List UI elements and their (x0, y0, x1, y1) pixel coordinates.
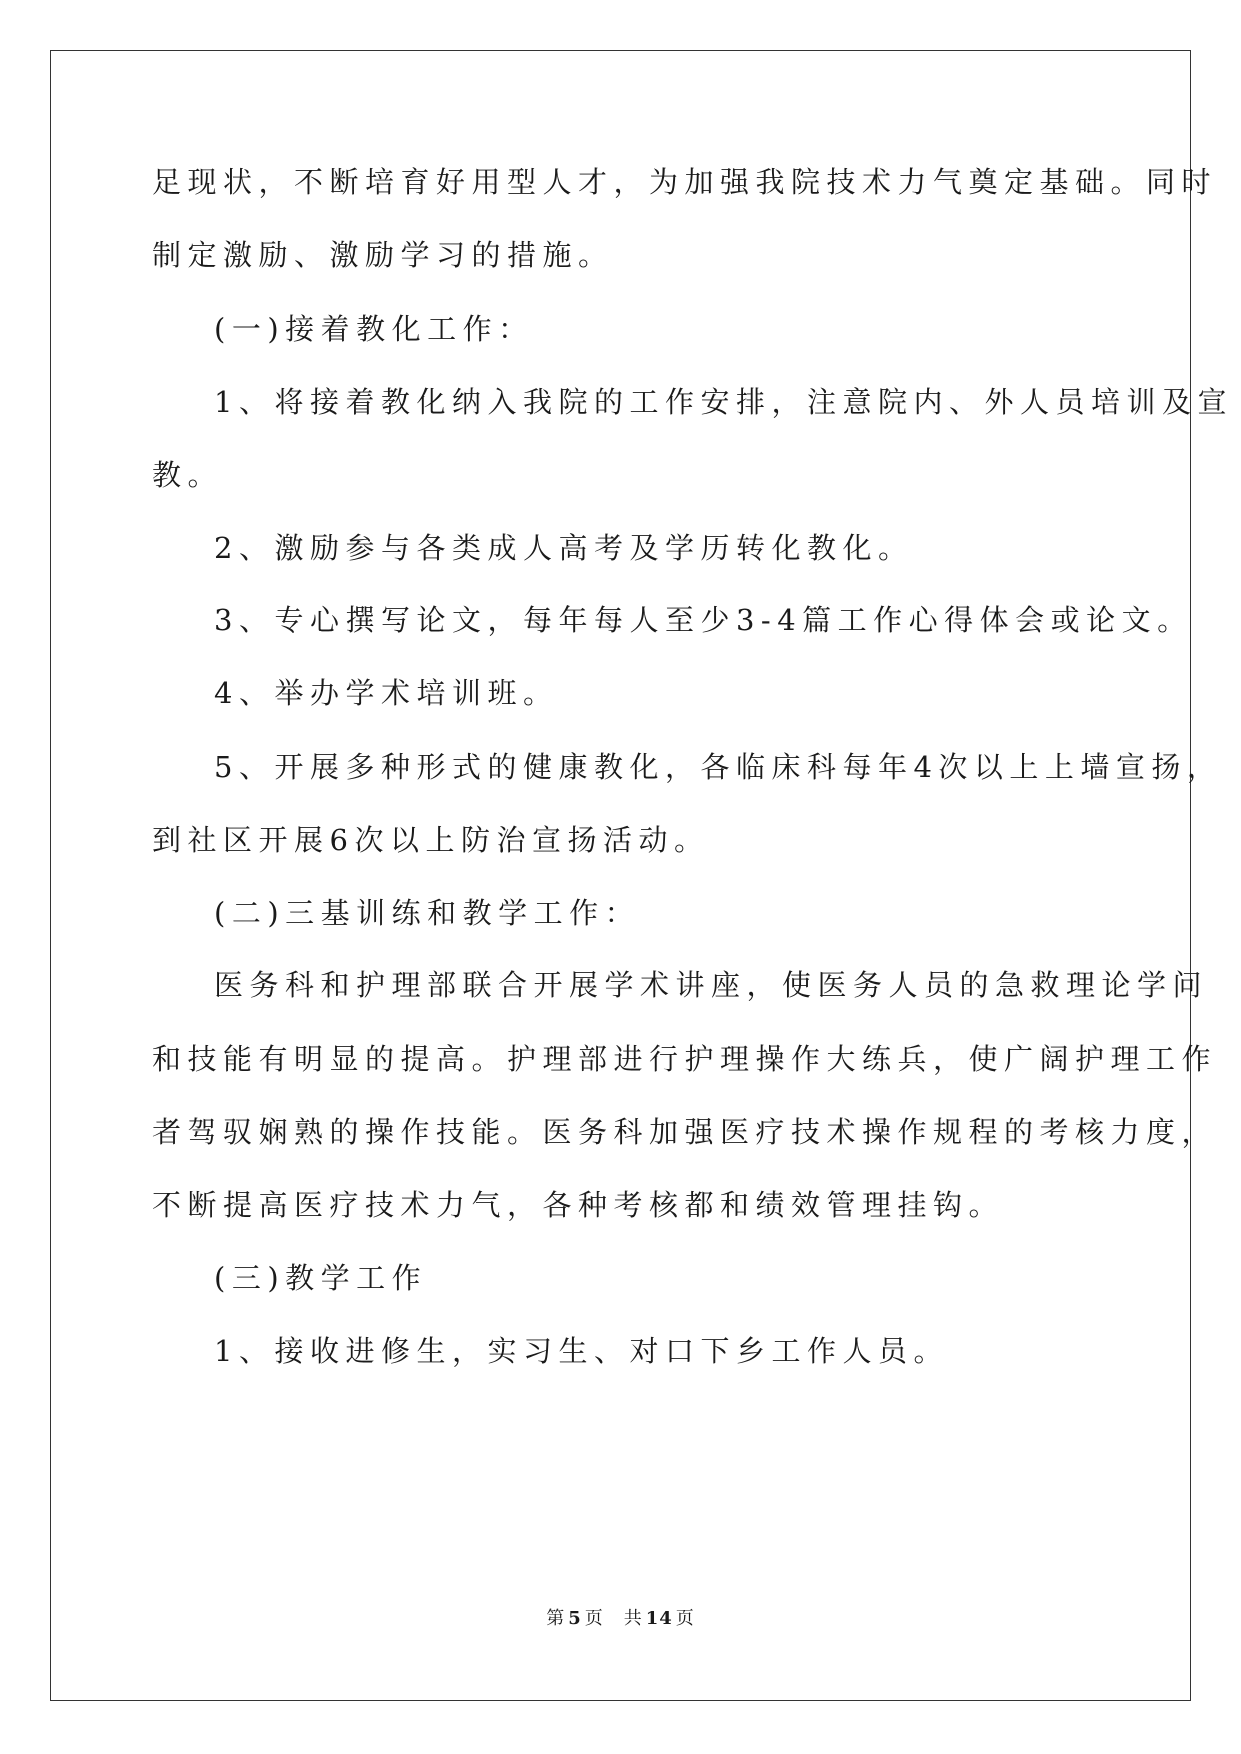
page-number: 5 (568, 1608, 582, 1629)
section-heading: (三)教学工作 (214, 1261, 428, 1295)
list-item: 1、将接着教化纳入我院的工作安排，注意院内、外人员培训及宣 (214, 385, 1233, 419)
total-prefix: 共 (623, 1608, 643, 1629)
paragraph-line: 到社区开展6次以上防治宣扬活动。 (152, 823, 710, 857)
total-suffix: 页 (675, 1608, 695, 1629)
paragraph-line: 教。 (152, 458, 224, 492)
paragraph-line: 制定激励、激励学习的措施。 (152, 238, 614, 272)
list-item: 5、开展多种形式的健康教化，各临床科每年4次以上上墙宣扬， (214, 750, 1223, 784)
page-total: 14 (645, 1608, 673, 1629)
page-footer (0, 1604, 1241, 1630)
list-item: 1、接收进修生，实习生、对口下乡工作人员。 (214, 1334, 949, 1368)
section-heading: (一)接着教化工作： (214, 312, 534, 346)
page-suffix: 页 (584, 1608, 604, 1629)
section-heading: (二)三基训练和教学工作： (214, 896, 641, 930)
list-item: 2、激励参与各类成人高考及学历转化教化。 (214, 531, 914, 565)
list-item: 3、专心撰写论文，每年每人至少3-4篇工作心得体会或论文。 (214, 603, 1193, 637)
page-prefix: 第 (546, 1608, 566, 1629)
paragraph-line: 不断提高医疗技术力气，各种考核都和绩效管理挂钩。 (152, 1188, 1005, 1222)
paragraph-line: 医务科和护理部联合开展学术讲座，使医务人员的急救理论学问 (214, 968, 1209, 1002)
page-border (50, 50, 1191, 1701)
paragraph-line: 和技能有明显的提高。护理部进行护理操作大练兵，使广阔护理工作 (152, 1042, 1218, 1076)
paragraph-line: 者驾驭娴熟的操作技能。医务科加强医疗技术操作规程的考核力度， (152, 1115, 1218, 1149)
list-item: 4、举办学术培训班。 (214, 676, 559, 710)
paragraph-line: 足现状，不断培育好用型人才，为加强我院技术力气奠定基础。同时 (152, 165, 1218, 199)
